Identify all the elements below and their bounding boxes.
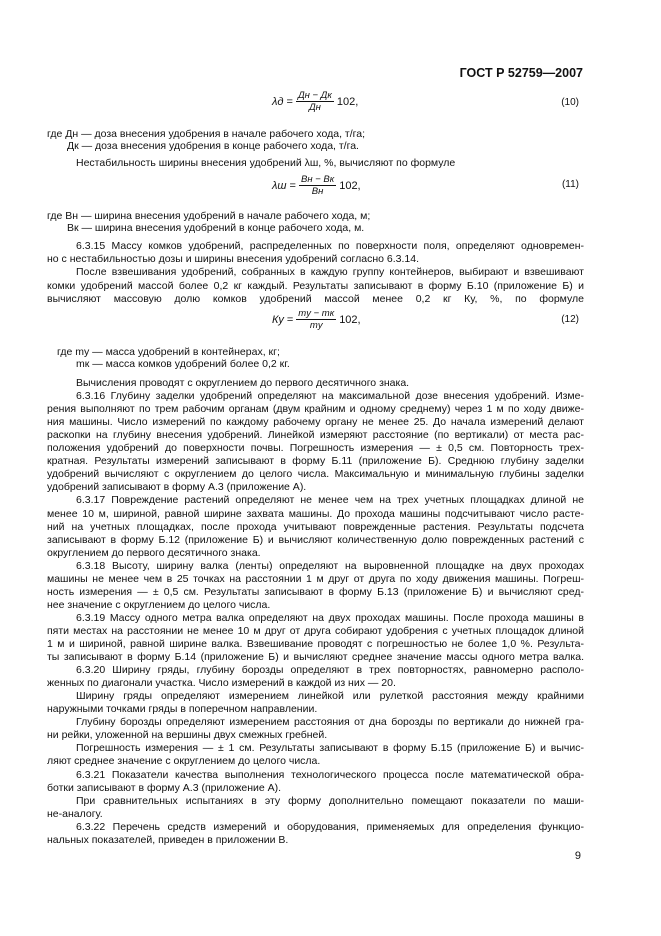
paragraph-line: Глубину борозды определяют измерением расстояния от дна борозды по вертикали до нижней гра- (76, 716, 584, 729)
paragraph-line: рения выполняют по трем рабочим органам (двум крайним и одному среднему) через 1 м по ходу движе- (47, 403, 584, 416)
paragraph-line: ния машины. Число измерений по каждому рабочему органу не менее 25. До начала измерений делают (47, 416, 584, 429)
paragraph-line: 6.3.16 Глубину заделки удобрений определяют на максимальной дозе внесения удобрений. Изме- (76, 390, 584, 403)
paragraph-line: пяти местах на расстоянии не менее 10 м друг от друга собирают удобрения с учетных площадок длиной (47, 624, 584, 637)
equation-number: (11) (561, 179, 579, 190)
formula-lhs: λд (272, 95, 284, 108)
formula-11: λш = $\frac{Вн - Вк}{Вн}$ 102, (272, 174, 361, 197)
formula-lhs: λш (272, 179, 287, 192)
paragraph-line: ний на учетных площадках, после прохода учитывают поврежденные растения. Результаты подсчета (47, 520, 584, 533)
document-header: ГОСТ Р 52759—2007 (459, 66, 583, 80)
fraction: $\frac{mу - mк}{mу}$ (298, 308, 335, 331)
paragraph-line: ность измерения — ± 0,5 см. Результаты записывают в форму Б.13 (приложение Б) и вычисляют сред- (47, 585, 584, 598)
where-line: Дк — доза внесения удобрения в конце рабочего хода, т/га. (67, 140, 359, 152)
where-line: mк — масса комков удобрений более 0,2 кг. (76, 358, 290, 370)
paragraph-line: 6.3.17 Повреждение растений определяют не менее чем на трех учетных площадках длиной не (76, 494, 584, 507)
paragraph-line: нее значение с округлением до целого числа. (47, 598, 271, 611)
paragraph-line: вычисляют массовую долю комков удобрений массой менее 0,2 кг Ку, %, по формуле (47, 292, 584, 305)
where-line: где Дн — доза внесения удобрения в начале рабочего хода, т/га; (47, 128, 365, 140)
paragraph-line: не-аналогу. (47, 807, 103, 820)
equation-number: (12) (561, 314, 579, 325)
paragraph-line: 6.3.20 Ширину гряды, глубину борозды определяют в трех повторностях, равномерно располо- (76, 664, 584, 677)
paragraph-line: ни рейки, уложенной на вершины двух смежных гребней. (47, 729, 328, 742)
paragraph-line: раскопки на глубину внесения удобрений. Линейкой измеряют расстояние (по вертикали) от места рас- (47, 429, 584, 442)
page-number: 9 (574, 850, 581, 862)
paragraph-line: ляют среднее значение с округлением до целого числа. (47, 755, 321, 768)
formula-12: Ку = $\frac{mу - mк}{mу}$ 102, (272, 308, 361, 331)
paragraph-line: 6.3.15 Массу комков удобрений, распределенных по поверхности поля, определяют одновремен- (76, 240, 584, 252)
paragraph-line: Ширину гряды определяют измерением линейкой или рулеткой расстояния между крайними (76, 690, 584, 703)
paragraph-line: женных по диагонали участка. Число измерений в каждой из них — 20. (47, 677, 396, 690)
paragraph-line: Вычисления проводят с округлением до первого десятичного знака. (76, 377, 410, 389)
paragraph-line: 1 м и шириной, равной ширине валка. Взвешивание проводят с погрешностью не более 1,0 %. Результа- (47, 638, 584, 650)
paragraph-line: 6.3.21 Показатели качества выполнения технологического процесса после математической обра- (76, 768, 584, 781)
formula-10: λд = $\frac{Дн - Дк}{Дн}$ 102, (272, 90, 359, 113)
paragraph-line: При сравнительных испытаниях в эту форму дополнительно помещают показатели по маши- (76, 794, 584, 807)
paragraph-line: Погрешность измерения — ± 1 см. Результаты записывают в форму Б.15 (приложение Б) и вычис- (76, 742, 584, 755)
paragraph-line: удобрений записывают в форму А.3 (приложение А). (47, 481, 307, 494)
paragraph-line: 6.3.18 Высоту, ширину валка (ленты) определяют на выровненной площадке на двух проходах (76, 559, 584, 572)
paragraph-line: записывают в форму Б.12 (приложение Б) и вычисляют количественную долю поврежденных растений с (47, 533, 584, 546)
paragraph-line: наружными точками гряды в поперечном направлении. (47, 703, 318, 716)
where-line: где mу — масса удобрений в контейнерах, кг; (57, 346, 280, 358)
formula-lhs: Ку (272, 313, 284, 326)
paragraph-line: Нестабильность ширины внесения удобрений λш, %, вычисляют по формуле (76, 157, 456, 169)
paragraph-line: менее 10 м, шириной, равной ширине захвата машины. До прохода машины подсчитывают число расте- (47, 507, 584, 520)
where-line: Вк — ширина внесения удобрений в конце рабочего хода, м. (67, 222, 365, 234)
equation-number: (10) (561, 97, 579, 108)
paragraph-line: ботки записывают в форму А.3 (приложение А). (47, 781, 282, 794)
paragraph-line: округлением до первого десятичного знака. (47, 546, 261, 559)
paragraph-line: но с нестабильностью дозы и ширины внесения удобрений согласно 6.3.14. (47, 253, 420, 266)
paragraph-line: положения удобрений до поверхности почвы. Погрешность измерения — ± 0,5 см. Повторность трех- (47, 442, 584, 455)
paragraph-line: ты записывают в форму Б.14 (приложение Б) и вычисляют среднее значение массы одного метра валка. (47, 651, 584, 664)
paragraph-line: После взвешивания удобрений, собранных в каждую группу контейнеров, выбирают и взвешивают (76, 266, 584, 279)
paragraph-line: нальных показателей, приведен в приложении В. (47, 833, 289, 846)
fraction: $\frac{Вн - Вк}{Вн}$ (300, 174, 335, 197)
where-line: где Вн — ширина внесения удобрений в начале рабочего хода, м; (47, 210, 371, 222)
paragraph-line: машины не менее чем в 25 точках на расстоянии 1 м друг от друга по ходу движения машины. Погреш- (47, 572, 584, 585)
paragraph-line: 6.3.22 Перечень средств измерений и оборудования, применяемых для определения функцио- (76, 820, 584, 833)
paragraph-line: удобрений вычисляют с округлением до целого числа. Максимальную и минимальную глубины заделки (47, 468, 584, 481)
paragraph-line: кратная. Результаты измерений записывают в форму Б.11 (приложение Б). Среднюю глубину заделки (47, 455, 584, 468)
paragraph-line: комки удобрений массой более 0,2 кг каждый. Результаты записывают в форму Б.10 (приложение Б) и (47, 279, 584, 292)
fraction: $\frac{Дн - Дк}{Дн}$ (297, 90, 332, 113)
paragraph-line: 6.3.19 Массу одного метра валка определяют на двух проходах машины. После прохода машины в (76, 611, 584, 624)
